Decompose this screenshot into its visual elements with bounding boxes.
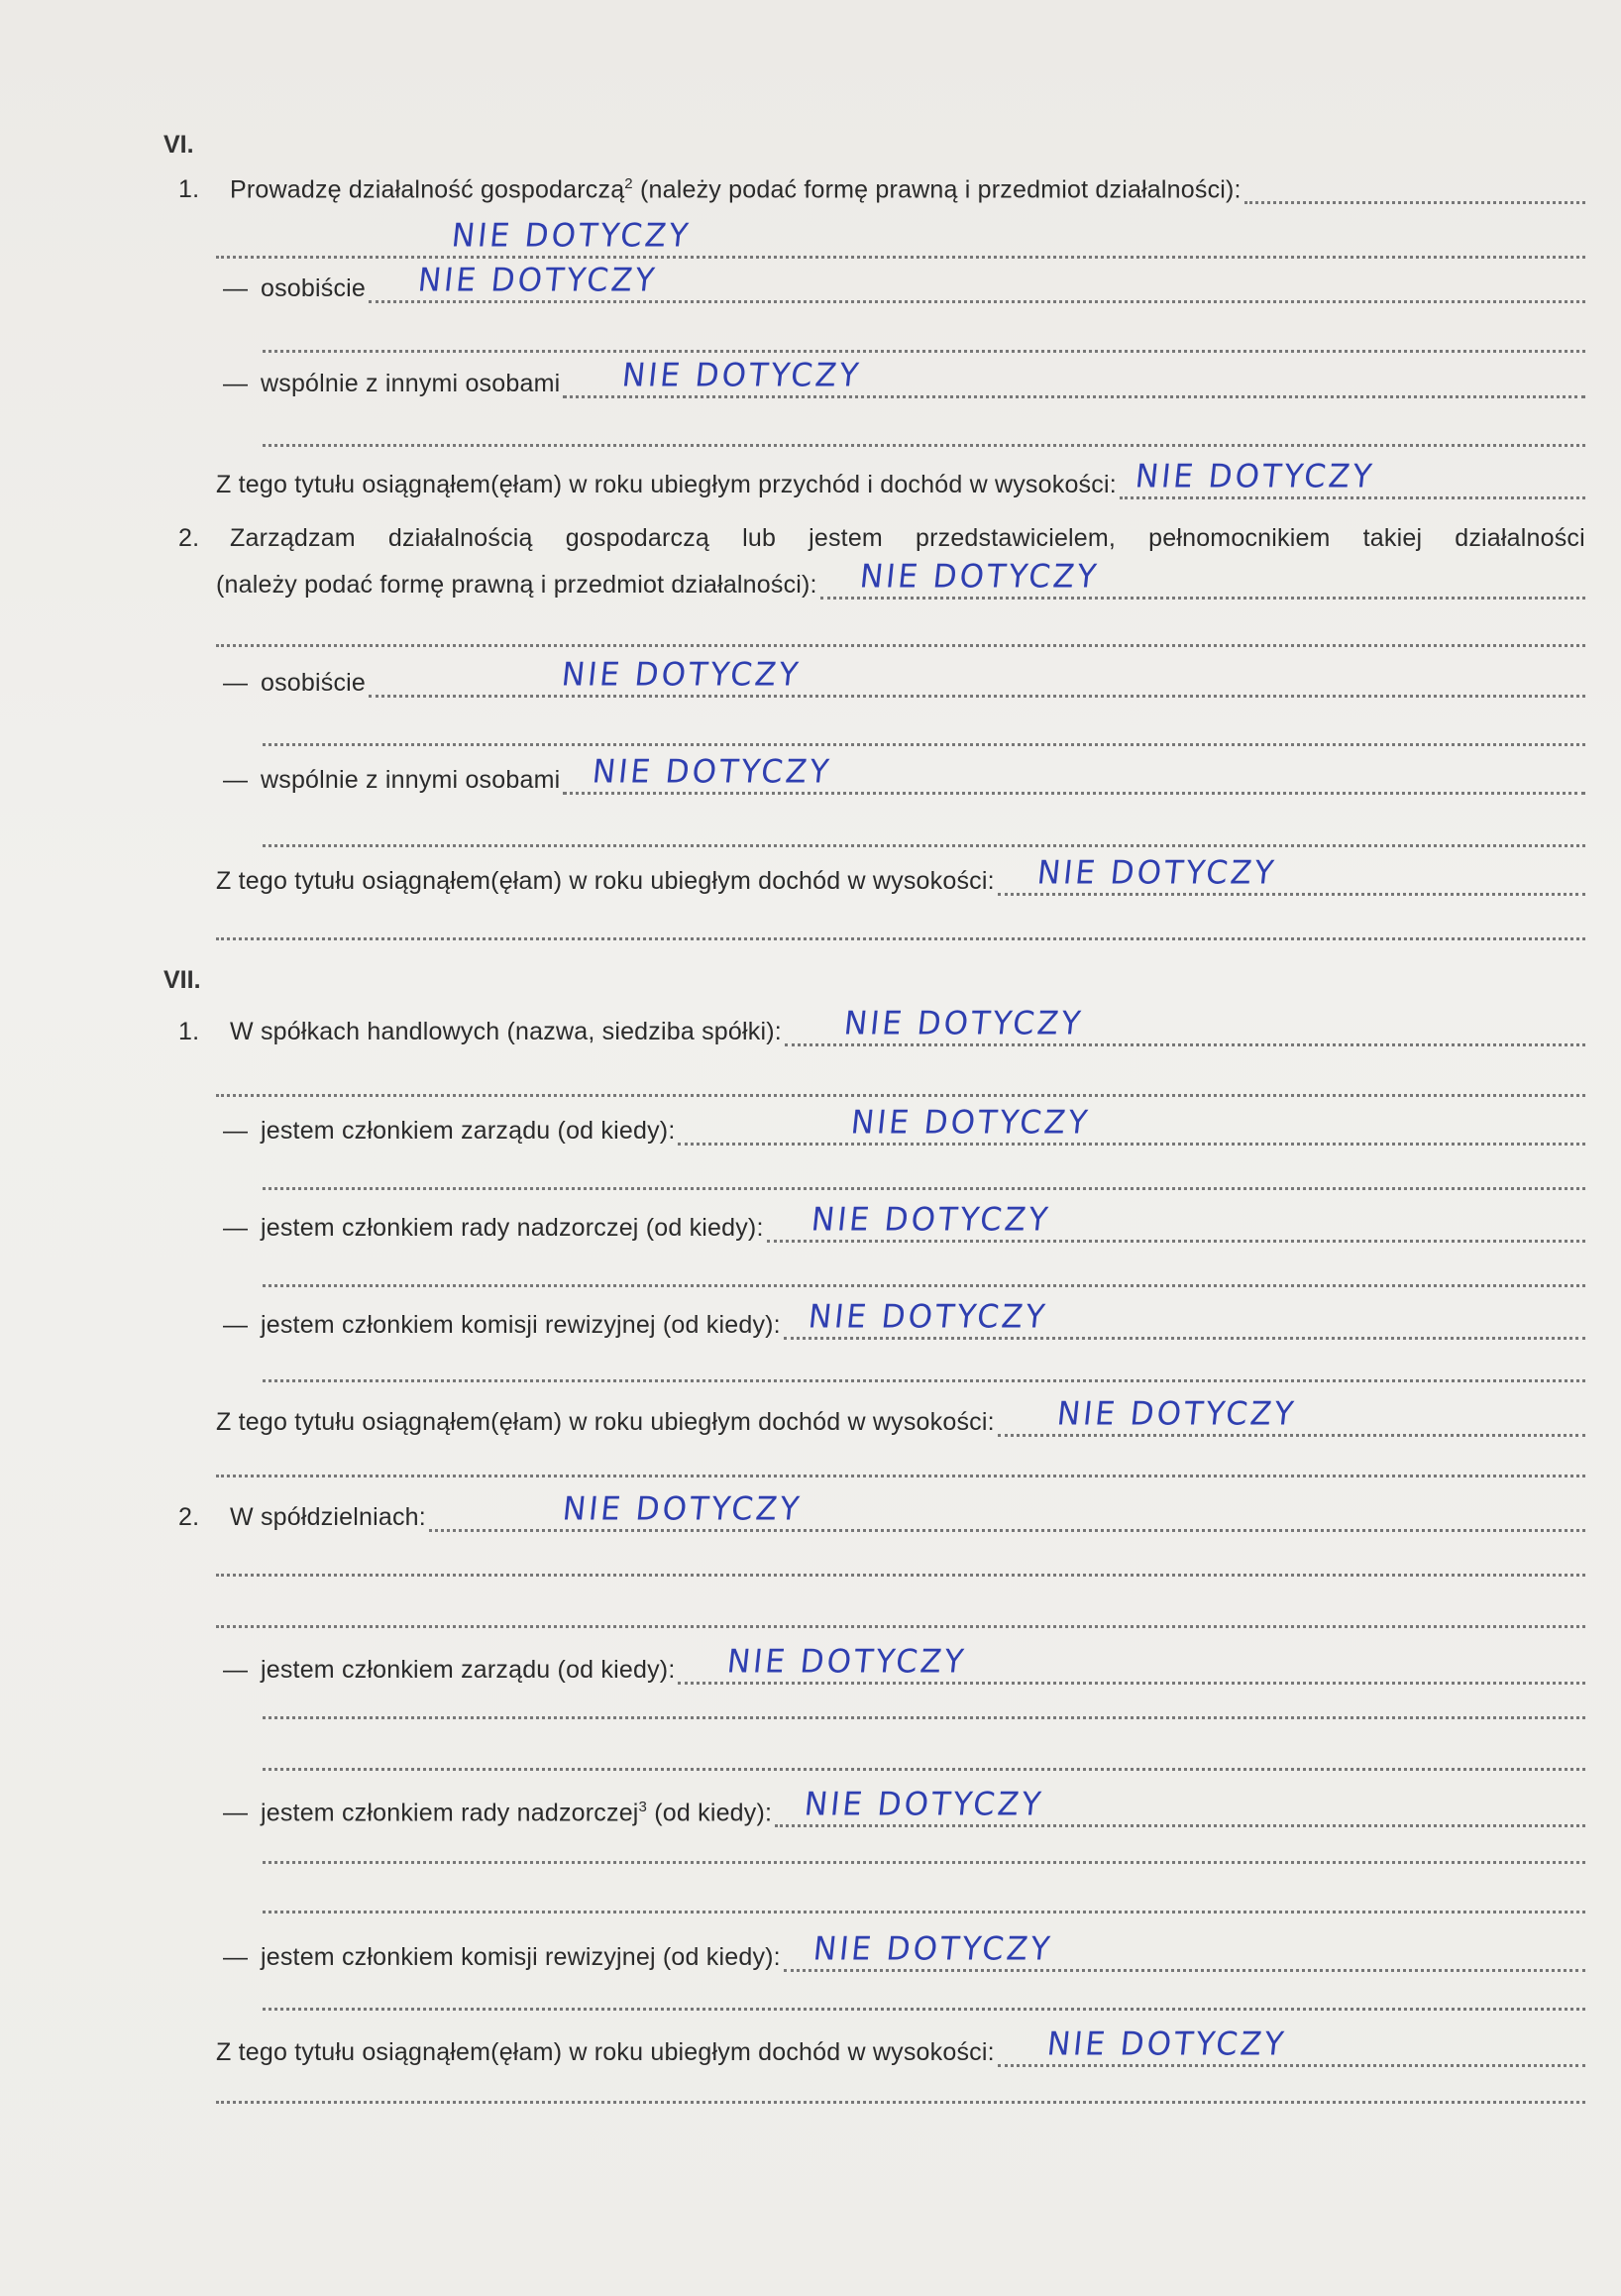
vii-1-zarzad-row bbox=[223, 1104, 1585, 1146]
vii-2-komisja-answer: NIE DOTYCZY bbox=[810, 1930, 1054, 1968]
vii-2-zarzad-field[interactable] bbox=[678, 1643, 1585, 1685]
vii-1-rada-field[interactable] bbox=[767, 1201, 1585, 1243]
vii-1-blank-line[interactable] bbox=[216, 1094, 1585, 1097]
vii-2-zarzad-answer: NIE DOTYCZY bbox=[725, 1643, 969, 1681]
vii-1-rada-answer: NIE DOTYCZY bbox=[809, 1201, 1052, 1239]
vi-2-row-line2 bbox=[216, 558, 1585, 600]
vi-2-wspolnie-row bbox=[223, 753, 1585, 795]
vii-2-row bbox=[178, 1490, 1585, 1532]
vii-1-answer: NIE DOTYCZY bbox=[841, 1005, 1085, 1042]
vi-2-label-word: Zarządzam bbox=[230, 524, 356, 552]
vi-2-income-label: Z tego tytułu osiągnąłem(ęłam) w roku ubiegłym dochód w wysokości: bbox=[216, 867, 995, 895]
vi-2-label-word: takiej bbox=[1362, 524, 1423, 552]
vii-1-komisja-label: jestem członkiem komisji rewizyjnej (od kiedy): bbox=[261, 1311, 781, 1339]
vii-2-blank-line[interactable] bbox=[263, 1911, 1585, 1913]
vii-2-komisja-field[interactable] bbox=[784, 1930, 1585, 1972]
vii-2-blank-line[interactable] bbox=[263, 1768, 1585, 1771]
vii-1-komisja-row bbox=[223, 1298, 1585, 1340]
vi-2-answer: NIE DOTYCZY bbox=[857, 558, 1101, 596]
vii-2-rada-label: jestem członkiem rady nadzorczej$^3$ (od kiedy): bbox=[261, 1798, 773, 1826]
vi-1-income-answer: NIE DOTYCZY bbox=[1133, 458, 1376, 495]
dash-mark: — bbox=[223, 370, 249, 397]
section-vi-heading: VI. bbox=[163, 131, 194, 159]
vii-2-rada-field[interactable] bbox=[775, 1786, 1585, 1827]
dash-mark: — bbox=[223, 274, 249, 302]
vi-2-blank-line[interactable] bbox=[263, 743, 1585, 746]
vi-1-wspolnie-field[interactable] bbox=[563, 357, 1585, 398]
vi-1-wspolnie-row bbox=[223, 357, 1585, 398]
vi-1-income-field[interactable] bbox=[1120, 458, 1585, 499]
vi-2-income-field[interactable] bbox=[998, 854, 1585, 896]
vi-2-label-word: działalnością bbox=[387, 524, 533, 552]
vii-1-rada-label: jestem członkiem rady nadzorczej (od kiedy): bbox=[261, 1214, 764, 1242]
vii-1-blank-line[interactable] bbox=[216, 1475, 1585, 1477]
vii-1-row bbox=[178, 1005, 1585, 1046]
dash-mark: — bbox=[223, 669, 249, 697]
vii-2-blank-line[interactable] bbox=[216, 2101, 1585, 2104]
dash-mark: — bbox=[223, 1117, 249, 1145]
vi-1-row bbox=[178, 168, 1585, 204]
vi-2-blank-line[interactable] bbox=[216, 937, 1585, 940]
vii-2-komisja-row bbox=[223, 1930, 1585, 1972]
vii-2-income-answer: NIE DOTYCZY bbox=[1044, 2025, 1288, 2063]
vi-2-label-word: gospodarczą bbox=[565, 524, 710, 552]
vi-2-row bbox=[178, 517, 1585, 553]
vi-1-osobiscie-label: osobiście bbox=[261, 274, 367, 302]
vi-1-osobiscie-answer: NIE DOTYCZY bbox=[416, 262, 660, 299]
vii-1-number: 1. bbox=[178, 1018, 200, 1045]
vii-2-komisja-label: jestem członkiem komisji rewizyjnej (od kiedy): bbox=[261, 1943, 781, 1971]
vi-2-number: 2. bbox=[178, 524, 200, 552]
dash-mark: — bbox=[223, 1656, 249, 1684]
vi-1-income-label: Z tego tytułu osiągnąłem(ęłam) w roku ubiegłym przychód i dochód w wysokości: bbox=[216, 471, 1117, 498]
vii-2-rada-answer: NIE DOTYCZY bbox=[803, 1786, 1046, 1823]
vii-2-income-label: Z tego tytułu osiągnąłem(ęłam) w roku ubiegłym dochód w wysokości: bbox=[216, 2038, 995, 2066]
vii-1-income-answer: NIE DOTYCZY bbox=[1054, 1395, 1298, 1433]
vi-2-field[interactable] bbox=[820, 558, 1585, 600]
vi-1-number: 1. bbox=[178, 175, 200, 203]
vi-2-income-row bbox=[216, 854, 1585, 896]
vii-1-field[interactable] bbox=[785, 1005, 1585, 1046]
dash-mark: — bbox=[223, 1214, 249, 1242]
vii-1-blank-line[interactable] bbox=[263, 1284, 1585, 1287]
vii-1-blank-line[interactable] bbox=[263, 1379, 1585, 1382]
vii-1-blank-line[interactable] bbox=[263, 1187, 1585, 1190]
vi-1-answer-line[interactable] bbox=[216, 217, 1585, 259]
vi-2-label-word: przedstawicielem, bbox=[916, 524, 1117, 552]
vii-1-zarzad-field[interactable] bbox=[678, 1104, 1585, 1146]
vii-1-zarzad-answer: NIE DOTYCZY bbox=[849, 1104, 1093, 1142]
vi-2-income-answer: NIE DOTYCZY bbox=[1034, 854, 1278, 892]
vii-2-income-row bbox=[216, 2025, 1585, 2067]
vi-2-wspolnie-label: wspólnie z innymi osobami bbox=[261, 766, 561, 794]
vi-2-label-line1 bbox=[230, 524, 1585, 553]
vi-1-blank-line[interactable] bbox=[263, 444, 1585, 447]
vi-1-osobiscie-row bbox=[223, 262, 1585, 303]
vii-2-label: W spółdzielniach: bbox=[230, 1503, 426, 1531]
vi-2-blank-line[interactable] bbox=[216, 644, 1585, 647]
vii-1-zarzad-label: jestem członkiem zarządu (od kiedy): bbox=[261, 1117, 676, 1145]
vi-1-wspolnie-answer: NIE DOTYCZY bbox=[620, 357, 864, 394]
vii-1-komisja-field[interactable] bbox=[784, 1298, 1585, 1340]
vii-1-income-label: Z tego tytułu osiągnąłem(ęłam) w roku ubiegłym dochód w wysokości: bbox=[216, 1408, 995, 1436]
vi-2-osobiscie-label: osobiście bbox=[261, 669, 367, 697]
dash-mark: — bbox=[223, 1311, 249, 1339]
vii-1-rada-row bbox=[223, 1201, 1585, 1243]
vi-2-blank-line[interactable] bbox=[263, 844, 1585, 847]
vi-2-label-word: jestem bbox=[809, 524, 883, 552]
vi-1-wspolnie-label: wspólnie z innymi osobami bbox=[261, 370, 561, 397]
vi-2-osobiscie-answer: NIE DOTYCZY bbox=[560, 656, 804, 694]
vii-2-field[interactable] bbox=[429, 1490, 1585, 1532]
dash-mark: — bbox=[223, 1943, 249, 1971]
vi-2-osobiscie-field[interactable] bbox=[369, 656, 1585, 698]
vii-2-blank-line[interactable] bbox=[263, 1861, 1585, 1864]
vi-2-label-word: lub bbox=[742, 524, 777, 552]
vii-2-income-field[interactable] bbox=[998, 2025, 1585, 2067]
vii-2-zarzad-label: jestem członkiem zarządu (od kiedy): bbox=[261, 1656, 676, 1684]
vi-1-osobiscie-field[interactable] bbox=[369, 262, 1585, 303]
vii-1-label: W spółkach handlowych (nazwa, siedziba spółki): bbox=[230, 1018, 782, 1045]
vii-1-komisja-answer: NIE DOTYCZY bbox=[806, 1298, 1049, 1336]
section-vii-heading: VII. bbox=[163, 966, 201, 994]
vii-2-blank-line[interactable] bbox=[216, 1574, 1585, 1577]
vii-2-blank-line[interactable] bbox=[263, 1716, 1585, 1719]
vii-2-blank-line[interactable] bbox=[263, 2008, 1585, 2011]
vi-1-blank-line[interactable] bbox=[263, 350, 1585, 353]
dash-mark: — bbox=[223, 1799, 249, 1826]
vi-1-answer: NIE DOTYCZY bbox=[450, 217, 694, 255]
vi-2-wspolnie-answer: NIE DOTYCZY bbox=[591, 753, 834, 791]
vii-1-income-row bbox=[216, 1395, 1585, 1437]
vii-2-number: 2. bbox=[178, 1503, 200, 1531]
vii-1-income-field[interactable] bbox=[998, 1395, 1585, 1437]
vii-2-blank-line[interactable] bbox=[216, 1625, 1585, 1628]
vi-2-label-word: działalności bbox=[1455, 524, 1585, 552]
vi-2-label-line2: (należy podać formę prawną i przedmiot działalności): bbox=[216, 571, 817, 599]
vii-2-answer: NIE DOTYCZY bbox=[560, 1490, 804, 1528]
vi-1-label: Prowadzę działalność gospodarczą$^2$ (należy podać formę prawną i przedmiot działalności): bbox=[230, 174, 1242, 203]
vi-2-osobiscie-row bbox=[223, 656, 1585, 698]
dash-mark: — bbox=[223, 766, 249, 794]
vi-2-wspolnie-field[interactable] bbox=[563, 753, 1585, 795]
vi-2-label-word: pełnomocnikiem bbox=[1148, 524, 1331, 552]
vii-2-rada-row bbox=[223, 1786, 1585, 1827]
vi-1-income-row bbox=[216, 458, 1585, 499]
vii-2-zarzad-row bbox=[223, 1643, 1585, 1685]
vi-1-field[interactable] bbox=[1244, 177, 1585, 204]
